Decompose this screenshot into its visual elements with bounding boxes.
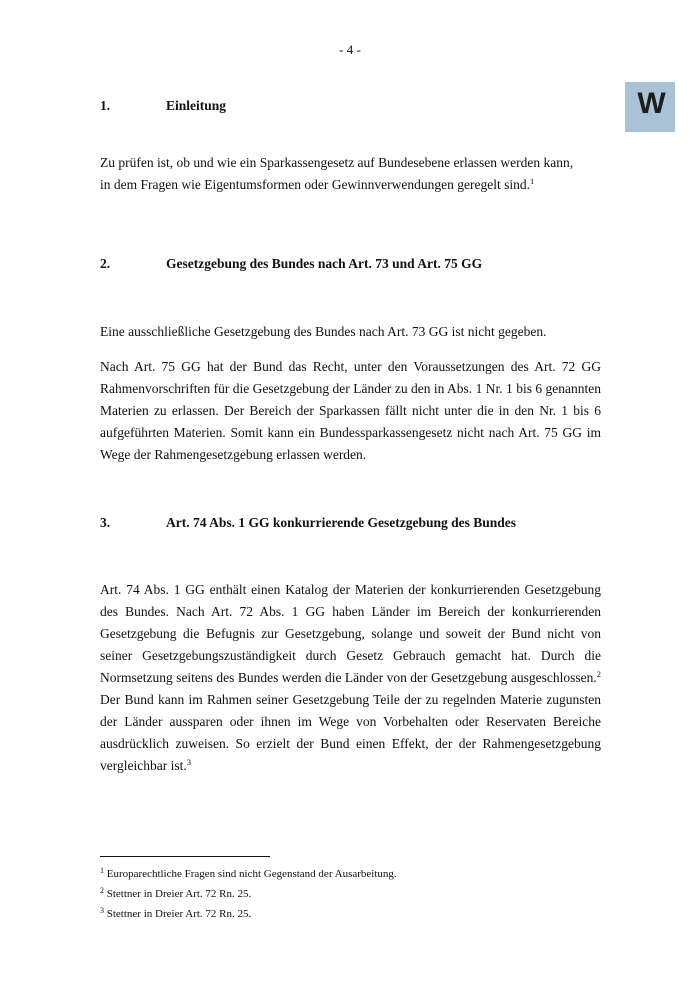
section-3-title: Art. 74 Abs. 1 GG konkurrierende Gesetzgebung des Bundes — [166, 515, 517, 530]
section-1-number: 1. — [100, 98, 111, 113]
footnote-1-number: 1 — [100, 866, 104, 875]
footnote-2-text: Stettner in Dreier Art. 72 Rn. 25. — [106, 888, 252, 900]
section-3-number: 3. — [100, 515, 111, 530]
section-2-paragraph-2: Nach Art. 75 GG hat der Bund das Recht, unter den Voraussetzungen des Art. 72 GG Rahmenvorschriften für die Gesetzgebung der Länder zu den in Abs. 1 Nr. 1 bis 6 genannten Materien zu erlassen. Der Bereich der Sparkassen fällt nicht unter die in den Nr. 1 bis 6 aufgeführten Materien. Somit kann ein Bundessparkassengesetz nicht nach Art. 75 GG im Wege der Rahmengesetzgebung erlassen werden. — [100, 359, 601, 462]
section-3-text-part-2: Der Bund kann im Rahmen seiner Gesetzgebung Teile der zu regelnden Materie zugunsten der Länder aussparen oder ihnen im Wege von Vorbehalten oder Reservaten Bereiche ausdrücklich zuweisen. So erzielt der Bund einen Effekt, der der Rahmengesetzgebung vergleichbar ist. — [100, 692, 601, 773]
section-3-heading — [100, 515, 516, 531]
section-2-heading — [100, 256, 482, 272]
section-1-paragraph — [100, 152, 601, 196]
footnote-2 — [100, 888, 251, 900]
footnote-3-text: Stettner in Dreier Art. 72 Rn. 25. — [106, 908, 252, 920]
footnote-ref-1[interactable]: 1 — [530, 176, 535, 186]
section-1-title: Einleitung — [166, 98, 227, 113]
footnote-3-number: 3 — [100, 906, 104, 915]
section-2-number: 2. — [100, 256, 111, 271]
section-3-text-part-1: Art. 74 Abs. 1 GG enthält einen Katalog der Materien der konkurrierenden Gesetzgebung des Bundes. Nach Art. 72 Abs. 1 GG haben Länder im Bereich der konkurrierenden Gesetzgebung die Befugnis zur Gesetzgebung, solange und soweit der Bund nicht von seiner Gesetzgebungszuständigkeit durch Gesetz Gebrauch gemacht hat. Durch die Normsetzung seitens des Bundes werden die Länder von der Gesetzgebung ausgeschlossen. — [100, 582, 601, 685]
section-1-heading — [100, 98, 226, 114]
section-2-title: Gesetzgebung des Bundes nach Art. 73 und Art. 75 GG — [166, 256, 483, 271]
footnote-ref-2[interactable]: 2 — [596, 669, 601, 679]
section-3-paragraph — [100, 579, 601, 777]
footnote-3 — [100, 908, 251, 920]
section-2-paragraph-1: Eine ausschließliche Gesetzgebung des Bundes nach Art. 73 GG ist nicht gegeben. — [100, 324, 547, 339]
section-1-line-2: in dem Fragen wie Eigentumsformen oder Gewinnverwendungen geregelt sind. — [100, 177, 531, 192]
footnote-divider — [100, 856, 270, 857]
footnote-2-number: 2 — [100, 886, 104, 895]
footnote-ref-3[interactable]: 3 — [186, 757, 191, 767]
section-1-line-1: Zu prüfen ist, ob und wie ein Sparkassengesetz auf Bundesebene erlassen werden kann, — [100, 155, 574, 170]
footnote-1-text: Europarechtliche Fragen sind nicht Gegenstand der Ausarbeitung. — [106, 868, 397, 880]
page-number: - 4 - — [339, 42, 361, 57]
logo-letter: W — [637, 87, 663, 120]
publisher-logo — [625, 82, 675, 132]
footnote-1 — [100, 868, 397, 880]
